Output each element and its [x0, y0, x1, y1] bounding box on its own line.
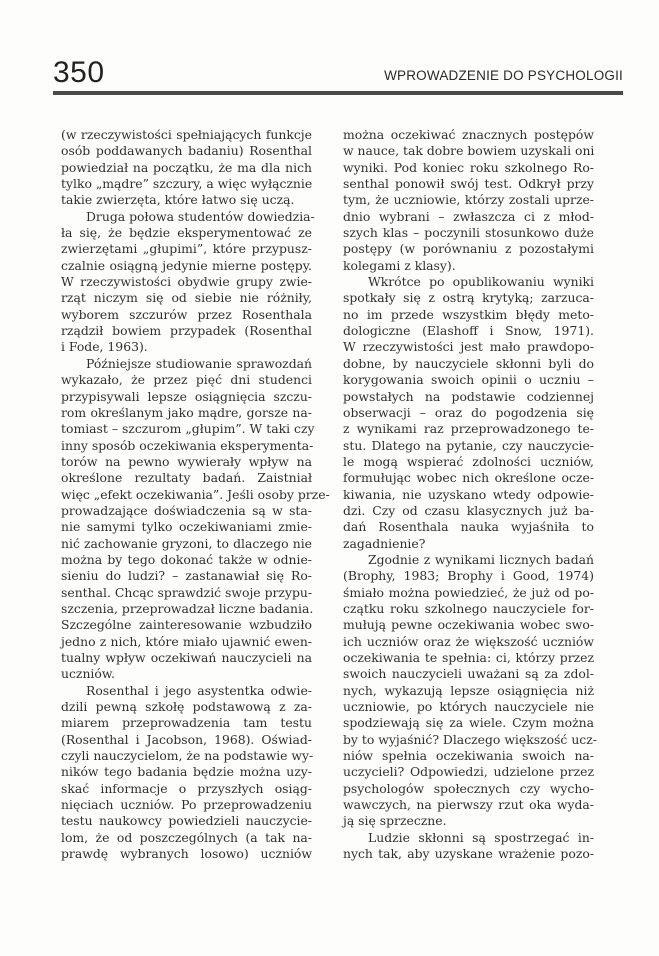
page-header	[53, 56, 623, 90]
left-column-text-line: rom określanym jako mądre, gorsze na-	[61, 404, 312, 420]
left-column-text-line: ników tego badania będzie można uzy-	[61, 764, 312, 780]
header-rule	[53, 91, 623, 95]
left-column-text-line: (Rosenthal i Jacobson, 1968). Oświad-	[61, 731, 312, 747]
right-column-text-line: uczycieli? Odpowiedzi, udzielone przez	[343, 764, 594, 780]
right-column-text-line: korygowania swoich opinii o uczniu –	[343, 372, 594, 388]
right-column-text-line: dań Rosenthala nauka wyjaśniła to	[343, 519, 594, 535]
right-column-text-line: szych klas – poczynili stosunkowo duże	[343, 225, 594, 241]
left-column-text-line: nięciach uczniów. Po przeprowadzeniu	[61, 797, 312, 813]
left-column-text-line: osób poddawanych badaniu) Rosenthal	[61, 143, 312, 159]
right-column-text-line: senthal ponowił swój test. Odkrył przy	[343, 176, 594, 192]
left-column-text-line: Szczególne zainteresowanie wzbudziło	[61, 617, 312, 633]
left-column-text-line: rząt niczym się od siebie nie różniły,	[61, 290, 312, 306]
right-column-text-line: uczniowie, po których nauczyciele nie	[343, 699, 594, 715]
left-column-text-line: szczenia, przeprowadzał liczne badania.	[61, 600, 314, 616]
right-column-text-line: kolegami z klasy).	[343, 257, 456, 273]
left-column-text-line: tylko „mądre” szczury, a więc wyłącznie	[61, 176, 313, 192]
left-column-text-line: powiedział na początku, że ma dla nich	[61, 159, 312, 175]
left-column-text-line: Druga połowa studentów dowiedzia-	[86, 208, 315, 224]
left-column-text-line: wyborem szczurów przez Rosenthala	[61, 306, 312, 322]
left-column-text-line: nie samymi tylko oczekiwaniami zmie-	[61, 519, 312, 535]
right-column-text-line: dologiczne (Elashoff i Snow, 1971).	[343, 323, 594, 339]
right-column-text-line: śmiało można powiedzieć, że już od po-	[343, 584, 594, 600]
right-column-text-line: (Brophy, 1983; Brophy i Good, 1974)	[343, 568, 594, 584]
text-column-left	[61, 127, 330, 862]
right-column-text-line: niów spełnia oczekiwania swoich na-	[343, 748, 594, 764]
left-column-text-line: inny sposób oczekiwania eksperymenta-	[61, 437, 314, 453]
left-column-text-line: Rosenthal i jego asystentka odwie-	[86, 682, 312, 698]
left-column-text-line: takie zwierzęta, które łatwo się uczą.	[61, 192, 295, 208]
right-column-text-line: nych, wykazują lepsze osiągnięcia niż	[343, 682, 594, 698]
left-column-text-line: Późniejsze studiowanie sprawozdań	[86, 355, 312, 371]
left-column-text-line: miarem przeprowadzenia tam testu	[61, 715, 312, 731]
right-column-text-line: stu. Dlatego na pytanie, czy nauczycie-	[343, 437, 594, 453]
page-number: 350	[53, 56, 105, 89]
left-column-text-line: prawdę wybranych losowo) uczniów	[61, 846, 312, 862]
right-column-text-line: dobne, by nauczyciele skłonni byli do	[343, 355, 594, 371]
left-column-text-line: testu naukowcy powiedzieli nauczycie-	[61, 813, 312, 829]
right-column-text-line: by to wyjaśnić? Dlaczego większość ucz-	[343, 731, 597, 747]
right-column-text-line: spotkały się z ostrą krytyką; zarzuca-	[343, 290, 594, 306]
left-column-text-line: więc „efekt oczekiwania”. Jeśli osoby prze-	[61, 486, 330, 502]
left-column-text-line: nić zachowanie gryzoni, to dlaczego nie	[61, 535, 312, 551]
right-column-text-line: ją się sprzeczne.	[343, 813, 447, 829]
left-column-text-line: czyli nauczycielom, że na podstawie wy-	[61, 748, 314, 764]
left-column-text-line: zwierzętami „głupimi”, które przypusz-	[61, 241, 312, 257]
right-column-text-line: Ludzie skłonni są spostrzegać in-	[368, 829, 594, 845]
left-column-text-line: sieniu do ludzi? – zastanawiał się Ro-	[61, 568, 312, 584]
left-column-text-line: i Fode, 1963).	[61, 339, 148, 355]
right-column-text-line: no im przede wszystkim błędy meto-	[343, 306, 594, 322]
right-column-text-line: dnio wybrani – zwłaszcza ci z młod-	[343, 208, 594, 224]
right-column-text-line: postępy (w porównaniu z pozostałymi	[343, 241, 594, 257]
right-column-text-line: formułując wobec nich określone ocze-	[343, 470, 594, 486]
right-column-text-line: spodziewają się za wiele. Czym można	[343, 715, 594, 731]
right-column-text-line: zagadnienie?	[343, 535, 426, 551]
right-column-text-line: le mogą wspierać zdolności uczniów,	[343, 453, 594, 469]
left-column-text-line: lom, że od poszczególnych (a tak na-	[61, 829, 312, 845]
right-column-text-line: tym, że uczniowie, którzy zostali uprze-	[343, 192, 594, 208]
right-column-text-line: można oczekiwać znacznych postępów	[343, 127, 594, 142]
left-column-text-line: uczniów.	[61, 666, 115, 682]
right-column-text-line: Wkrótce po opublikowaniu wyniki	[368, 274, 594, 290]
left-column-text-line: ła się, że będzie eksperymentować ze	[61, 225, 312, 241]
left-column-text-line: skać informacje o przyszłych osiąg-	[61, 780, 312, 796]
left-column-text-line: wykazało, że przez pięć dni studenci	[61, 372, 312, 388]
right-column-text-line: wawczych, na pierwszy rzut oka wyda-	[343, 797, 594, 813]
left-column-text-line: określone rezultaty badań. Zaistniał	[61, 470, 312, 486]
right-column-text-line: kiwania, nie uzyskano wtedy odpowie-	[343, 486, 594, 502]
running-title: WPROWADZENIE DO PSYCHOLOGII	[384, 68, 623, 83]
left-column-text-line: można by tego dokonać także w odnie-	[61, 551, 312, 567]
left-column-text-line: tualny wpływ oczekiwań nauczycieli na	[61, 650, 312, 665]
right-column-text-line: obserwacji – oraz do pogodzenia się	[343, 404, 594, 420]
right-column-text-line: Zgodnie z wynikami licznych badań	[368, 551, 594, 567]
right-column-text-line: psychologów społecznych czy wycho-	[343, 780, 594, 796]
left-column-text-line: (w rzeczywistości spełniających funkcje	[61, 127, 312, 142]
left-column-text-line: jedno z nich, które miało ujawnić ewen-	[61, 633, 312, 649]
right-column-text-line: wyniki. Pod koniec roku szkolnego Ro-	[343, 159, 594, 175]
left-column-text-line: W rzeczywistości obydwie grupy zwie-	[61, 274, 312, 290]
right-column-text-line: W rzeczywistości jest mało prawdopo-	[343, 339, 594, 355]
right-column-text-line: nych tak, aby uzyskane wrażenie pozo-	[343, 846, 594, 862]
right-column-text-line: ich uczniów oraz że większość uczniów	[343, 633, 594, 649]
left-column-text-line: dzili pewną szkołę podstawową z za-	[61, 699, 312, 715]
left-column-text-line: prowadzające doświadczenia są w sta-	[61, 502, 312, 518]
left-column-text-line: czalnie osiągną jedynie mierne postępy.	[61, 257, 312, 273]
left-column-text-line: przypisywali lepsze osiągnięcia szczu-	[61, 388, 312, 404]
left-column-text-line: rządził bowiem przypadek (Rosenthal	[61, 323, 312, 339]
right-column-text-line: swoich nauczycieli uważani są za zdol-	[343, 666, 594, 682]
right-column-text-line: czątku roku szkolnego nauczyciele for-	[343, 600, 594, 616]
right-column-text-line: z wynikami raz przeprowadzonego te-	[343, 421, 594, 437]
right-column-text-line: powstałych na podstawie codziennej	[343, 388, 594, 404]
right-column-text-line: oczekiwania te spełnia: ci, którzy przez	[343, 650, 594, 665]
left-column-text-line: tomiast – szczurom „głupim”. W taki czy	[61, 421, 315, 437]
right-column-text-line: w nauce, tak dobre bowiem uzyskali oni	[343, 143, 595, 159]
left-column-text-line: torów na pewno wywierały wpływ na	[61, 453, 312, 469]
left-column-text-line: senthal. Chcąc sprawdzić swoje przypu-	[61, 584, 313, 600]
right-column-text-line: mułują pewne oczekiwania wobec swo-	[343, 617, 594, 633]
text-column-right	[343, 127, 597, 862]
right-column-text-line: dzi. Czy od czasu klasycznych już ba-	[343, 502, 594, 518]
